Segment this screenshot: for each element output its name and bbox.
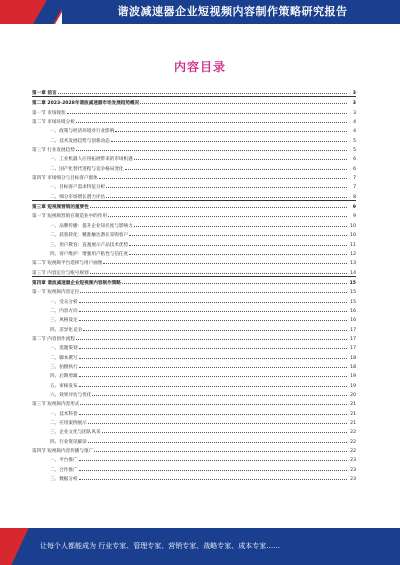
toc-entry[interactable] xyxy=(32,361,356,370)
toc-leader-dots xyxy=(125,163,347,170)
toc-page-number: 7 xyxy=(353,185,356,191)
toc-entry[interactable] xyxy=(32,398,356,407)
toc-entry[interactable] xyxy=(32,153,356,162)
toc-page-number: 6 xyxy=(353,157,356,163)
toc-entry[interactable] xyxy=(32,352,356,361)
toc-entry-title: 一、品牌传播：提升企业知名度与影响力 xyxy=(50,223,133,229)
toc-entry-title: 一、选题策划 xyxy=(50,346,78,352)
toc-leader-dots xyxy=(79,464,347,471)
toc-leader-dots xyxy=(76,333,347,340)
toc-entry[interactable] xyxy=(32,473,356,482)
toc-entry[interactable] xyxy=(32,191,356,200)
toc-leader-dots xyxy=(79,380,347,387)
toc-leader-dots xyxy=(79,361,347,368)
toc-entry-title: 二、应用案例展示 xyxy=(50,421,87,427)
toc-page-number: 9 xyxy=(353,214,356,220)
toc-page-number: 4 xyxy=(353,120,356,126)
toc-entry[interactable] xyxy=(32,417,356,426)
toc-page-number: 19 xyxy=(350,374,356,380)
toc-page-number: 3 xyxy=(352,91,356,96)
toc-entry-title: 第三节 内容定位与账号规划 xyxy=(32,270,89,276)
toc-page-number: 7 xyxy=(353,176,356,182)
footer-red-accent xyxy=(0,528,29,565)
table-of-contents xyxy=(32,87,356,482)
toc-entry[interactable] xyxy=(32,380,356,389)
toc-entry-title: 二、脚本撰写 xyxy=(50,355,78,361)
toc-page-number: 17 xyxy=(350,346,356,352)
toc-entry-title: 第二节 市场环境分析 xyxy=(32,120,75,126)
toc-page-number: 18 xyxy=(350,355,356,361)
toc-page-number: 19 xyxy=(350,383,356,389)
toc-entry[interactable] xyxy=(32,144,356,153)
toc-page-number: 3 xyxy=(352,101,356,107)
toc-page-number: 12 xyxy=(350,251,356,257)
toc-page-number: 6 xyxy=(353,166,356,172)
toc-page-number: 5 xyxy=(353,148,356,154)
toc-page-number: 22 xyxy=(350,449,356,455)
toc-entry[interactable] xyxy=(32,454,356,463)
toc-entry[interactable] xyxy=(32,445,356,454)
toc-leader-dots xyxy=(79,296,347,303)
toc-entry-title: 二、合作推广 xyxy=(50,467,78,473)
toc-heading: 内容目录 xyxy=(173,60,226,74)
toc-entry[interactable] xyxy=(32,408,356,417)
toc-leader-dots xyxy=(140,97,347,104)
toc-leader-dots xyxy=(79,408,347,415)
footer-slogan: 让每个人都能成为 行业专家、管理专家、营销专家、战略专家、成本专家…… xyxy=(40,542,281,550)
toc-entry-title: 第一节 市场现状 xyxy=(32,110,66,116)
toc-leader-dots xyxy=(103,257,347,264)
toc-entry-title: 一、政策与经济环境对行业影响 xyxy=(50,129,115,135)
toc-leader-dots xyxy=(115,125,347,132)
toc-leader-dots xyxy=(111,135,347,142)
toc-page-number: 20 xyxy=(350,393,356,398)
toc-entry-title: 第三节 行业发展趋势 xyxy=(32,148,75,154)
toc-entry[interactable] xyxy=(32,172,356,181)
toc-leader-dots xyxy=(79,473,347,480)
toc-entry-title: 四、客户维护：增强用户粘性与信任度 xyxy=(50,251,129,257)
toc-entry[interactable] xyxy=(32,181,356,190)
toc-entry[interactable] xyxy=(32,116,356,125)
toc-entry-title: 一、目标客户需求特征分析 xyxy=(50,185,106,191)
toc-entry-title: 第四节 短视频内容传播与推广 xyxy=(32,449,94,455)
toc-leader-dots xyxy=(88,417,347,424)
toc-entry-title: 第二章 2023-2028年谐波减速器市场发展趋势概况 xyxy=(32,101,140,107)
toc-page-number: 15 xyxy=(350,290,356,296)
toc-page-number: 21 xyxy=(350,421,356,427)
toc-entry[interactable] xyxy=(32,314,356,323)
toc-entry[interactable] xyxy=(32,464,356,473)
toc-leader-dots xyxy=(79,454,347,461)
toc-entry[interactable] xyxy=(32,305,356,314)
toc-entry[interactable] xyxy=(32,342,356,351)
toc-entry-title: 四、行业资讯解读 xyxy=(50,439,87,445)
toc-leader-dots xyxy=(134,153,347,160)
toc-entry[interactable] xyxy=(32,87,356,96)
toc-entry-title: 五、审核发布 xyxy=(50,383,78,389)
toc-leader-dots xyxy=(129,239,347,246)
toc-page-number: 17 xyxy=(350,327,356,333)
toc-leader-dots xyxy=(80,398,347,405)
toc-entry[interactable] xyxy=(32,229,356,238)
toc-entry[interactable] xyxy=(32,107,356,116)
toc-leader-dots xyxy=(90,267,347,274)
toc-leader-dots xyxy=(134,220,347,227)
toc-entry-title: 第四章 谐波减速器企业短视频内容制作策略 xyxy=(32,280,121,286)
toc-leader-dots xyxy=(102,426,347,433)
toc-leader-dots xyxy=(67,107,347,114)
toc-entry-title: 四、后期剪辑 xyxy=(50,374,78,380)
toc-page-number: 21 xyxy=(350,402,356,408)
toc-leader-dots xyxy=(76,144,347,151)
toc-page-number: 21 xyxy=(350,411,356,417)
toc-entry-title: 第三章 短视频营销的重要性 xyxy=(32,205,89,211)
toc-leader-dots xyxy=(79,314,347,321)
toc-entry[interactable] xyxy=(32,125,356,134)
toc-entry-title: 六、效果评估与优化 xyxy=(50,393,92,398)
toc-leader-dots xyxy=(94,445,347,452)
toc-page-number: 23 xyxy=(350,477,356,483)
toc-entry-title: 第二节 短视频平台选择与用户画像 xyxy=(32,261,103,267)
footer-bar xyxy=(0,528,400,565)
toc-page-number: 4 xyxy=(353,129,356,135)
toc-entry[interactable] xyxy=(32,248,356,257)
toc-entry[interactable] xyxy=(32,163,356,172)
toc-entry[interactable] xyxy=(32,239,356,248)
toc-entry[interactable] xyxy=(32,296,356,305)
toc-leader-dots xyxy=(106,181,347,188)
toc-entry-title: 第一章 前言 xyxy=(32,91,57,96)
toc-leader-dots xyxy=(108,210,347,217)
toc-entry-title: 三、数据分析 xyxy=(50,477,78,483)
report-header-bar xyxy=(0,0,400,24)
toc-page-number: 18 xyxy=(350,364,356,370)
toc-page-number: 22 xyxy=(350,439,356,445)
toc-leader-dots xyxy=(83,324,347,331)
toc-page-number: 3 xyxy=(353,110,356,116)
toc-page-number: 9 xyxy=(352,205,356,211)
toc-leader-dots xyxy=(79,370,347,377)
toc-entry[interactable] xyxy=(32,257,356,266)
toc-page-number: 10 xyxy=(350,233,356,239)
toc-entry[interactable] xyxy=(32,96,356,106)
toc-entry-title: 二、国产化替代进程与竞争格局变化 xyxy=(50,166,124,172)
toc-leader-dots xyxy=(129,248,347,255)
toc-entry-title: 二、获客转化：精准触达潜在采购客户 xyxy=(50,233,129,239)
toc-leader-dots xyxy=(129,229,347,236)
toc-leader-dots xyxy=(80,286,347,293)
toc-entry-title: 三、风格设定 xyxy=(50,318,78,324)
toc-page-number: 23 xyxy=(350,458,356,464)
toc-leader-dots xyxy=(90,201,347,208)
toc-entry[interactable] xyxy=(32,210,356,219)
toc-leader-dots xyxy=(79,342,347,349)
toc-entry-title: 一、工业机器人应用拓展带来的市场机遇 xyxy=(50,157,133,163)
toc-page-number: 14 xyxy=(350,270,356,276)
toc-leader-dots xyxy=(79,305,347,312)
toc-entry-title: 二、内容方向 xyxy=(50,308,78,314)
toc-page-number: 15 xyxy=(350,299,356,305)
toc-entry-title: 三、用户教育：直观展示产品技术优势 xyxy=(50,242,129,248)
toc-entry-title: 一、平台推广 xyxy=(50,458,78,464)
toc-entry[interactable] xyxy=(32,370,356,379)
toc-leader-dots xyxy=(88,436,347,443)
toc-entry[interactable] xyxy=(32,267,356,276)
toc-entry-title: 二、细分市场增长潜力评估 xyxy=(50,194,106,200)
toc-entry[interactable] xyxy=(32,135,356,144)
toc-leader-dots xyxy=(92,389,347,396)
toc-leader-dots xyxy=(99,172,347,179)
toc-page-number: 8 xyxy=(353,194,356,200)
toc-leader-dots xyxy=(79,352,347,359)
toc-entry-title: 三、拍摄执行 xyxy=(50,364,78,370)
toc-entry-title: 第四节 市场细分与目标客户群体 xyxy=(32,176,98,182)
toc-entry[interactable] xyxy=(32,324,356,333)
toc-entry-title: 第三节 短视频内容形式 xyxy=(32,402,80,408)
toc-entry-title: 第一节 短视频内容定位 xyxy=(32,290,80,296)
toc-page-number: 17 xyxy=(350,336,356,342)
toc-entry-title: 第二节 内容创作流程 xyxy=(32,336,75,342)
toc-entry[interactable] xyxy=(32,220,356,229)
toc-entry-title: 一、技术科普 xyxy=(50,411,78,417)
toc-entry-title: 第一节 短视频营销在制造业中的作用 xyxy=(32,214,107,220)
toc-entry-title: 二、技术发展趋势与创新动态 xyxy=(50,138,110,144)
toc-leader-dots xyxy=(76,116,347,123)
toc-entry-title: 一、受众分析 xyxy=(50,299,78,305)
toc-page-number: 23 xyxy=(350,467,356,473)
toc-entry[interactable] xyxy=(32,436,356,445)
toc-page-number: 15 xyxy=(349,280,356,286)
toc-page-number: 22 xyxy=(350,430,356,436)
toc-entry[interactable] xyxy=(32,389,356,398)
toc-entry[interactable] xyxy=(32,426,356,435)
toc-entry[interactable] xyxy=(32,286,356,295)
toc-leader-dots xyxy=(106,191,347,198)
toc-page-number: 16 xyxy=(350,318,356,324)
toc-page-number: 10 xyxy=(350,223,356,229)
toc-page-number: 16 xyxy=(350,308,356,314)
toc-entry-title: 三、企业文化与团队风采 xyxy=(50,430,101,436)
toc-page-number: 5 xyxy=(353,138,356,144)
toc-entry[interactable] xyxy=(32,333,356,342)
toc-page-number: 13 xyxy=(350,261,356,267)
toc-leader-dots xyxy=(58,87,347,94)
report-title: 谐波减速器企业短视频内容制作策略研究报告 xyxy=(117,5,348,18)
toc-entry-title: 四、差异化竞争 xyxy=(50,327,83,333)
toc-leader-dots xyxy=(122,277,347,284)
toc-page-number: 11 xyxy=(350,242,356,248)
